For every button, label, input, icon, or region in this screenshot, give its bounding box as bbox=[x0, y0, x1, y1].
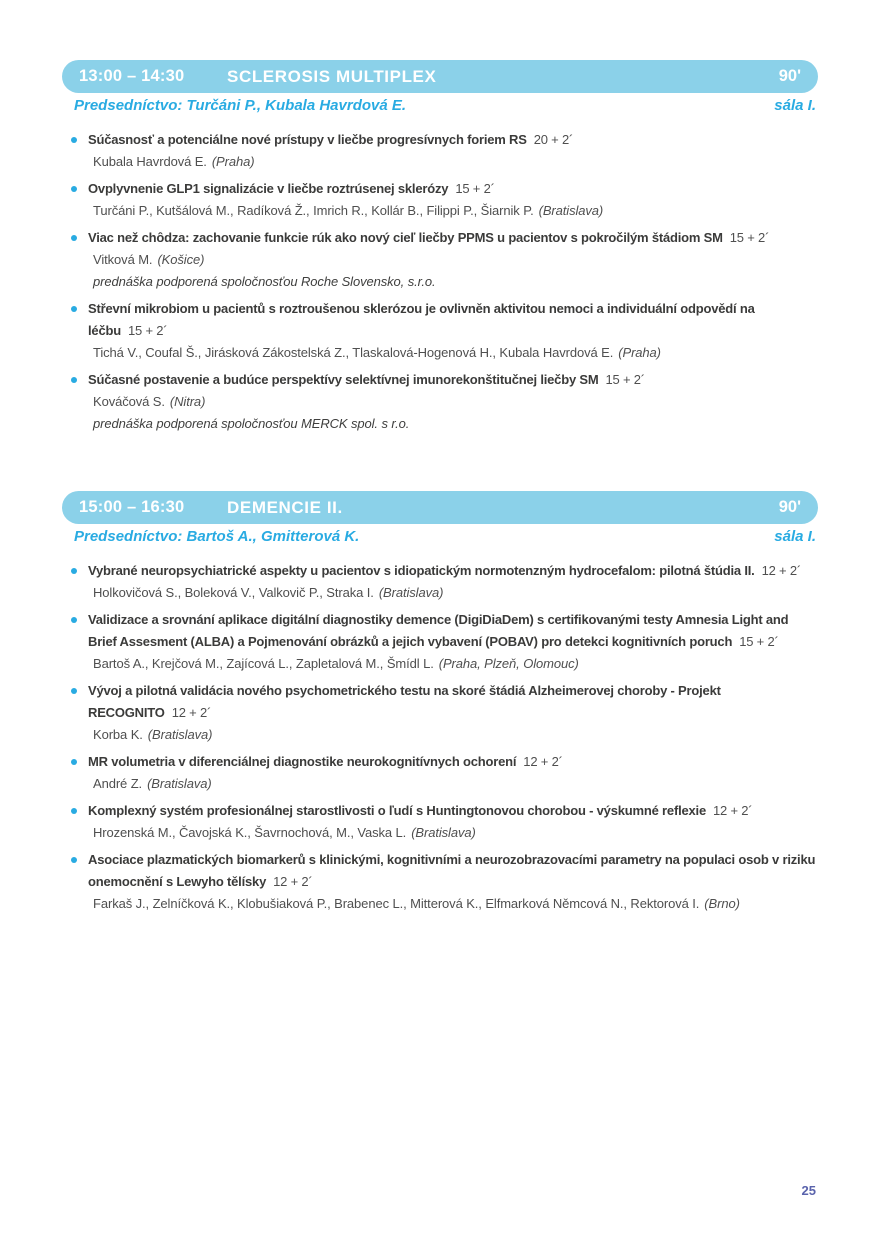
talk-authors: Turčáni P., Kutšálová M., Radíková Ž., Imrich R., Kollár B., Filippi P., Šiarnik P. bbox=[93, 203, 534, 218]
chair-row bbox=[62, 528, 818, 550]
talk-authors-line bbox=[88, 724, 818, 746]
bullet-icon bbox=[71, 568, 77, 574]
session-demencie-ii bbox=[62, 491, 818, 915]
talk-duration: 15 + 2´ bbox=[605, 372, 645, 387]
talk-authors-line bbox=[88, 249, 818, 271]
session-header-bar bbox=[62, 491, 818, 524]
talk-location: (Bratislava) bbox=[538, 203, 604, 218]
talk-title: Střevní mikrobiom u pacientů s roztroušenou sklerózou je ovlivněn aktivitou nemoci a individuální odpovědí na léčbu bbox=[88, 301, 755, 338]
talk-item bbox=[62, 800, 818, 844]
talk-title: Vybrané neuropsychiatrické aspekty u pacientov s idiopatickým normotenzným hydrocefalom: pilotná štúdia II. bbox=[88, 563, 755, 578]
talk-title: Súčasné postavenie a budúce perspektívy selektívnej imunorekonštitučnej liečby SM bbox=[88, 372, 599, 387]
talk-title-line bbox=[88, 560, 818, 582]
session-room: sála I. bbox=[774, 97, 816, 114]
bullet-icon bbox=[71, 186, 77, 192]
sponsor-note: prednáška podporená spoločnosťou Roche Slovensko, s.r.o. bbox=[93, 274, 436, 289]
talk-item bbox=[62, 129, 818, 173]
talk-location: (Bratislava) bbox=[411, 825, 476, 840]
talk-item bbox=[62, 178, 818, 222]
talk-location: (Praha, Plzeň, Olomouc) bbox=[438, 656, 579, 671]
session-sclerosis-multiplex bbox=[62, 60, 818, 435]
talk-authors: Farkaš J., Zelníčková K., Klobušiaková P., Brabenec L., Mitterová K., Elfmarková Němcová N., Rektorová I. bbox=[93, 896, 700, 911]
talk-title: Asociace plazmatických biomarkerů s klinickými, kognitivními a neurozobrazovacími parametry na populaci osob v riziku onemocnění s Lewyho tělísky bbox=[88, 852, 816, 889]
talk-authors: André Z. bbox=[93, 776, 143, 791]
talk-duration: 12 + 2´ bbox=[171, 705, 212, 720]
talk-duration: 15 + 2´ bbox=[127, 323, 168, 338]
talk-authors-line bbox=[88, 582, 818, 604]
talk-title-line bbox=[88, 178, 818, 200]
bullet-icon bbox=[71, 235, 77, 241]
talk-item bbox=[62, 609, 818, 675]
bullet-icon bbox=[71, 377, 77, 383]
talk-authors: Kubala Havrdová E. bbox=[93, 154, 207, 169]
talk-title: Komplexný systém profesionálnej starostlivosti o ľudí s Huntingtonovou chorobou - výskumné reflexie bbox=[88, 803, 706, 818]
talk-item bbox=[62, 751, 818, 795]
talk-title: Súčasnosť a potenciálne nové prístupy v liečbe progresívnych foriem RS bbox=[88, 132, 527, 147]
talk-item bbox=[62, 227, 818, 293]
bullet-icon bbox=[71, 306, 77, 312]
talk-location: (Bratislava) bbox=[147, 727, 213, 742]
session-duration: 90' bbox=[778, 498, 801, 516]
session-title: DEMENCIE II. bbox=[227, 497, 343, 517]
talk-location: (Bratislava) bbox=[378, 585, 444, 600]
talk-authors-line bbox=[88, 773, 818, 795]
talk-authors-line bbox=[88, 342, 818, 364]
talk-title: Validizace a srovnání aplikace digitální diagnostiky demence (DigiDiaDem) s certifikovanými testy Amnesia Light and Brief Assesment (ALBA) a Pojmenování obrázků a jejich vybavení (POBAV) pro detekci kognitivních poruch bbox=[88, 612, 789, 649]
talk-authors-line bbox=[88, 653, 818, 675]
page-number: 25 bbox=[801, 1183, 816, 1198]
talk-location: (Bratislava) bbox=[147, 776, 212, 791]
talk-title-line bbox=[88, 800, 818, 822]
talk-title-line bbox=[88, 609, 818, 653]
session-time: 15:00 – 16:30 bbox=[79, 498, 185, 516]
talk-duration: 15 + 2´ bbox=[729, 230, 770, 245]
talk-title-line bbox=[88, 369, 818, 391]
talk-item bbox=[62, 560, 818, 604]
session-chairs: Predsedníctvo: Bartoš A., Gmitterová K. bbox=[74, 528, 360, 545]
session-header-bar bbox=[62, 60, 818, 93]
talk-title-line bbox=[88, 751, 818, 773]
session-duration: 90' bbox=[778, 67, 801, 85]
talk-duration: 12 + 2´ bbox=[523, 754, 563, 769]
talk-item bbox=[62, 849, 818, 915]
talk-authors: Tichá V., Coufal Š., Jirásková Zákostelská Z., Tlaskalová-Hogenová H., Kubala Havrdová E. bbox=[93, 345, 614, 360]
talk-title-line bbox=[88, 227, 818, 249]
session-time: 13:00 – 14:30 bbox=[79, 67, 185, 85]
talk-authors-line bbox=[88, 391, 818, 413]
talk-item bbox=[62, 369, 818, 435]
session-chairs: Predsedníctvo: Turčáni P., Kubala Havrdová E. bbox=[74, 97, 407, 114]
talk-duration: 15 + 2´ bbox=[455, 181, 495, 196]
bullet-icon bbox=[71, 688, 77, 694]
talk-location: (Nitra) bbox=[169, 394, 206, 409]
talk-duration: 20 + 2´ bbox=[533, 132, 574, 147]
talk-location: (Praha) bbox=[211, 154, 255, 169]
talk-list bbox=[62, 560, 818, 915]
talk-authors: Kováčová S. bbox=[93, 394, 165, 409]
talk-title-line bbox=[88, 129, 818, 151]
bullet-icon bbox=[71, 137, 77, 143]
talk-title: MR volumetria v diferenciálnej diagnostike neurokognitívnych ochorení bbox=[88, 754, 517, 769]
talk-location: (Brno) bbox=[704, 896, 740, 911]
talk-title: Viac než chôdza: zachovanie funkcie rúk ako nový cieľ liečby PPMS u pacientov s pokročilým štádiom SM bbox=[88, 230, 723, 245]
talk-title: Vývoj a pilotná validácia nového psychometrického testu na skoré štádiá Alzheimerovej choroby - Projekt RECOGNITO bbox=[88, 683, 721, 720]
talk-authors: Holkovičová S., Boleková V., Valkovič P., Straka I. bbox=[93, 585, 374, 600]
talk-title: Ovplyvnenie GLP1 signalizácie v liečbe roztrúsenej sklerózy bbox=[88, 181, 449, 196]
talk-list bbox=[62, 129, 818, 435]
talk-item bbox=[62, 298, 818, 364]
talk-duration: 12 + 2´ bbox=[761, 563, 802, 578]
talk-authors-line bbox=[88, 200, 818, 222]
talk-duration: 12 + 2´ bbox=[273, 874, 313, 889]
talk-authors: Vitková M. bbox=[93, 252, 153, 267]
program-page bbox=[62, 60, 818, 920]
talk-authors-line bbox=[88, 822, 818, 844]
bullet-icon bbox=[71, 617, 77, 623]
talk-authors: Bartoš A., Krejčová M., Zajícová L., Zapletalová M., Šmídl L. bbox=[93, 656, 434, 671]
talk-authors-line bbox=[88, 151, 818, 173]
bullet-icon bbox=[71, 808, 77, 814]
session-title: SCLEROSIS MULTIPLEX bbox=[227, 66, 437, 86]
talk-title-line bbox=[88, 298, 818, 342]
talk-title-line bbox=[88, 680, 818, 724]
sponsor-note: prednáška podporená spoločnosťou MERCK spol. s r.o. bbox=[93, 416, 410, 431]
talk-title-line bbox=[88, 849, 818, 893]
talk-location: (Praha) bbox=[618, 345, 661, 360]
talk-duration: 15 + 2´ bbox=[739, 634, 779, 649]
talk-item bbox=[62, 680, 818, 746]
talk-authors: Korba K. bbox=[93, 727, 143, 742]
talk-location: (Košice) bbox=[157, 252, 205, 267]
chair-row bbox=[62, 97, 818, 119]
talk-authors: Hrozenská M., Čavojská K., Šavrnochová, M., Vaska L. bbox=[93, 825, 407, 840]
session-room: sála I. bbox=[774, 528, 816, 545]
talk-authors-line bbox=[88, 893, 818, 915]
bullet-icon bbox=[71, 857, 77, 863]
talk-duration: 12 + 2´ bbox=[713, 803, 753, 818]
bullet-icon bbox=[71, 759, 77, 765]
